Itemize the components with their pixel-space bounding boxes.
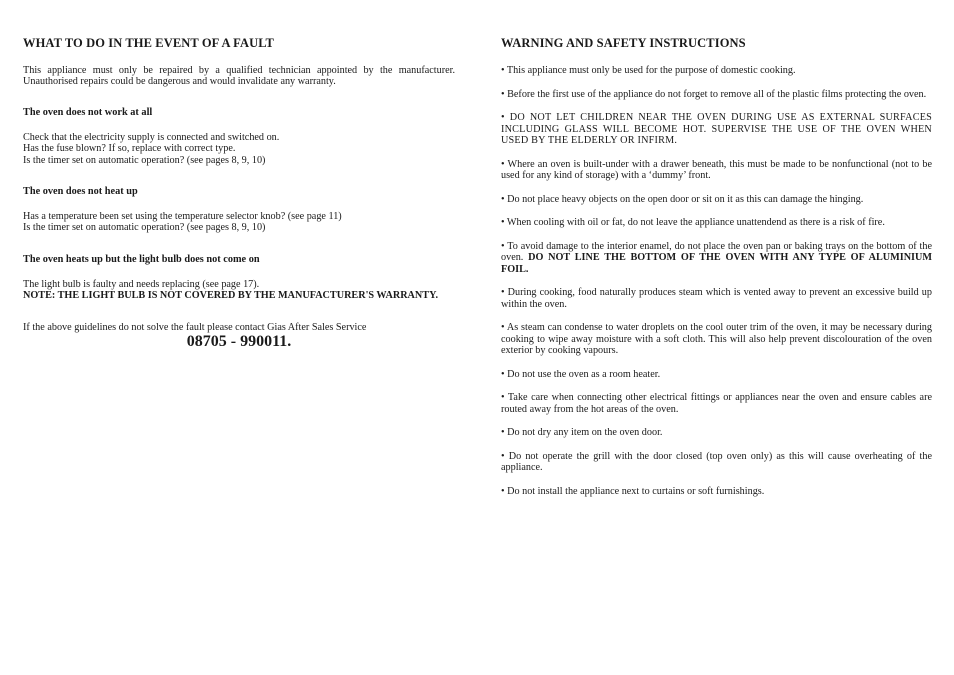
safety-bullet: • When cooling with oil or fat, do not leave the appliance unattendend as there is a risk of fire. bbox=[501, 217, 885, 229]
fault-item-no-work bbox=[23, 107, 455, 166]
safety-bullet: • Do not operate the grill with the door closed (top oven only) as this will cause overheating of the appliance. bbox=[501, 450, 932, 474]
safety-bullet: • This appliance must only be used for the purpose of domestic cooking. bbox=[501, 65, 796, 76]
foil-warning: DO NOT LINE THE BOTTOM OF THE OVEN WITH ANY TYPE OF ALUMINIUM FOIL. bbox=[501, 252, 932, 275]
safety-section-title: WARNING AND SAFETY INSTRUCTIONS bbox=[501, 36, 746, 50]
safety-bullet: • As steam can condense to water droplets on the cool outer trim of the oven, it may be necessary during cooking to wipe away moisture with a soft cloth. This will also help prevent discolouration of the oven exterior by cooking vapours. bbox=[501, 322, 932, 356]
warranty-note: NOTE: THE LIGHT BULB IS NOT COVERED BY THE MANUFACTURER'S WARRANTY. bbox=[23, 290, 439, 302]
contact-phone: 08705 - 990011. bbox=[186, 333, 292, 351]
safety-bullet: • Do not dry any item on the oven door. bbox=[501, 427, 663, 439]
fault-intro: This appliance must only be repaired by a qualified technician appointed by the manufacturer. Unauthorised repairs could be dangerous and would invalidate any warranty. bbox=[23, 65, 455, 88]
fault-line: Is the timer set on automatic operation? (see pages 8, 9, 10) bbox=[23, 222, 266, 234]
safety-bullet-children: • DO NOT LET CHILDREN NEAR THE OVEN DURING USE AS EXTERNAL SURFACES INCLUDING GLASS WILL BECOME HOT. SUPERVISE THE USE OF THE OVEN WHEN USED BY THE ELDERLY OR INFIRM. bbox=[501, 112, 932, 146]
contact-text: If the above guidelines do not solve the fault please contact Gias After Sales Service bbox=[23, 321, 367, 333]
fault-line: Is the timer set on automatic operation? (see pages 8, 9, 10) bbox=[23, 154, 266, 166]
safety-bullet: • Do not install the appliance next to curtains or soft furnishings. bbox=[501, 485, 765, 497]
fault-line: Has the fuse blown? If so, replace with correct type. bbox=[23, 143, 236, 155]
fault-heading: The oven does not heat up bbox=[23, 186, 138, 198]
safety-bullet: • Do not place heavy objects on the open door or sit on it as this can damage the hinging. bbox=[501, 193, 864, 205]
fault-line: The light bulb is faulty and needs replacing (see page 17). bbox=[23, 278, 260, 290]
fault-section-title: WHAT TO DO IN THE EVENT OF A FAULT bbox=[23, 36, 274, 50]
fault-line: Has a temperature been set using the temperature selector knob? (see page 11) bbox=[23, 211, 342, 223]
safety-bullet: • Where an oven is built-under with a drawer beneath, this must be made to be nonfunctional (not to be used for any kind of storage) with a ‘dummy’ front. bbox=[501, 158, 932, 181]
fault-item-no-heat bbox=[23, 186, 455, 234]
safety-section bbox=[501, 36, 932, 509]
fault-line: Check that the electricity supply is connected and switched on. bbox=[23, 131, 280, 143]
safety-bullet: • Take care when connecting other electrical fittings or appliances near the oven and ensure cables are routed away from the hot areas of the oven. bbox=[501, 392, 932, 415]
fault-heading: The oven heats up but the light bulb does not come on bbox=[23, 253, 260, 265]
safety-bullet: • During cooking, food naturally produces steam which is vented away to prevent an excessive build up within the oven. bbox=[501, 287, 932, 310]
fault-heading: The oven does not work at all bbox=[23, 106, 153, 118]
safety-bullet: • Do not use the oven as a room heater. bbox=[501, 368, 661, 380]
safety-bullet: • Before the first use of the appliance do not forget to remove all of the plastic films protecting the oven. bbox=[501, 88, 927, 100]
safety-bullet-enamel bbox=[501, 241, 932, 275]
fault-section bbox=[23, 36, 455, 351]
fault-item-light-bulb bbox=[23, 254, 455, 302]
enamel-text: • To avoid damage to the interior enamel, do not place the oven pan or baking trays on the bottom of the oven. bbox=[501, 240, 932, 264]
